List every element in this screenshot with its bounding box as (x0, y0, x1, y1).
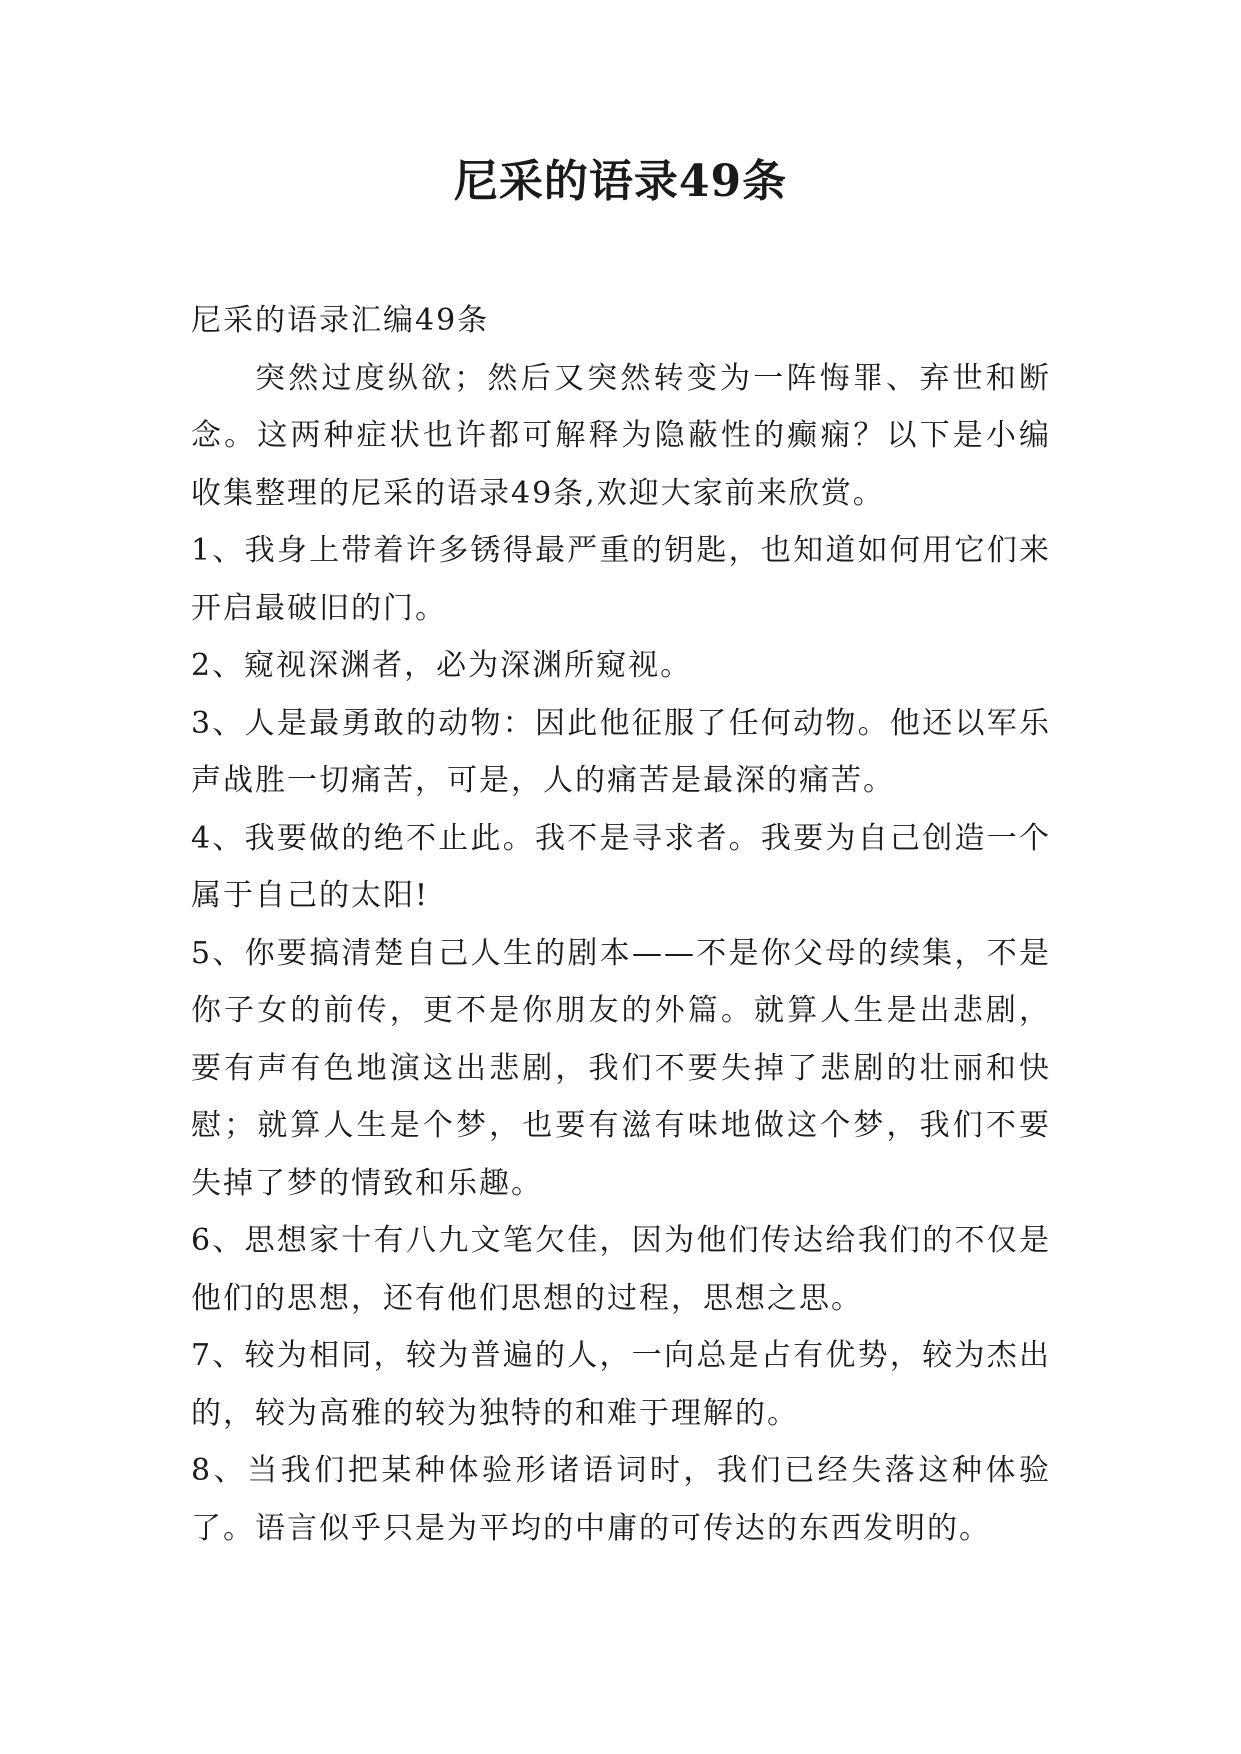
document-body (191, 292, 1051, 1557)
quote-item-3: 3、人是最勇敢的动物：因此他征服了任何动物。他还以军乐声战胜一切痛苦，可是，人的痛苦是最深的痛苦。 (191, 705, 1051, 798)
intro-paragraph: 突然过度纵欲；然后又突然转变为一阵悔罪、弃世和断念。这两种症状也许都可解释为隐蔽性的癫痫？以下是小编收集整理的尼采的语录49条,欢迎大家前来欣赏。 (191, 360, 1051, 511)
quote-item-5: 5、你要搞清楚自己人生的剧本——不是你父母的续集，不是你子女的前传，更不是你朋友的外篇。就算人生是出悲剧，要有声有色地演这出悲剧，我们不要失掉了悲剧的壮丽和快慰；就算人生是个梦，也要有滋有味地做这个梦，我们不要失掉了梦的情致和乐趣。 (191, 935, 1051, 1201)
quote-item-6: 6、思想家十有八九文笔欠佳，因为他们传达给我们的不仅是他们的思想，还有他们思想的过程，思想之思。 (191, 1223, 1051, 1316)
quote-item-1: 1、我身上带着许多锈得最严重的钥匙，也知道如何用它们来开启最破旧的门。 (191, 533, 1051, 626)
quote-item-8: 8、当我们把某种体验形诸语词时，我们已经失落这种体验了。语言似乎只是为平均的中庸的可传达的东西发明的。 (191, 1453, 1051, 1546)
quote-item-2: 2、窥视深渊者，必为深渊所窥视。 (191, 648, 693, 683)
document-subtitle: 尼采的语录汇编49条 (191, 303, 490, 338)
document-title: 尼采的语录49条 (453, 156, 788, 207)
quote-item-7: 7、较为相同，较为普遍的人，一向总是占有优势，较为杰出的，较为高雅的较为独特的和难于理解的。 (191, 1338, 1051, 1431)
quote-item-4: 4、我要做的绝不止此。我不是寻求者。我要为自己创造一个属于自己的太阳! (191, 820, 1051, 913)
